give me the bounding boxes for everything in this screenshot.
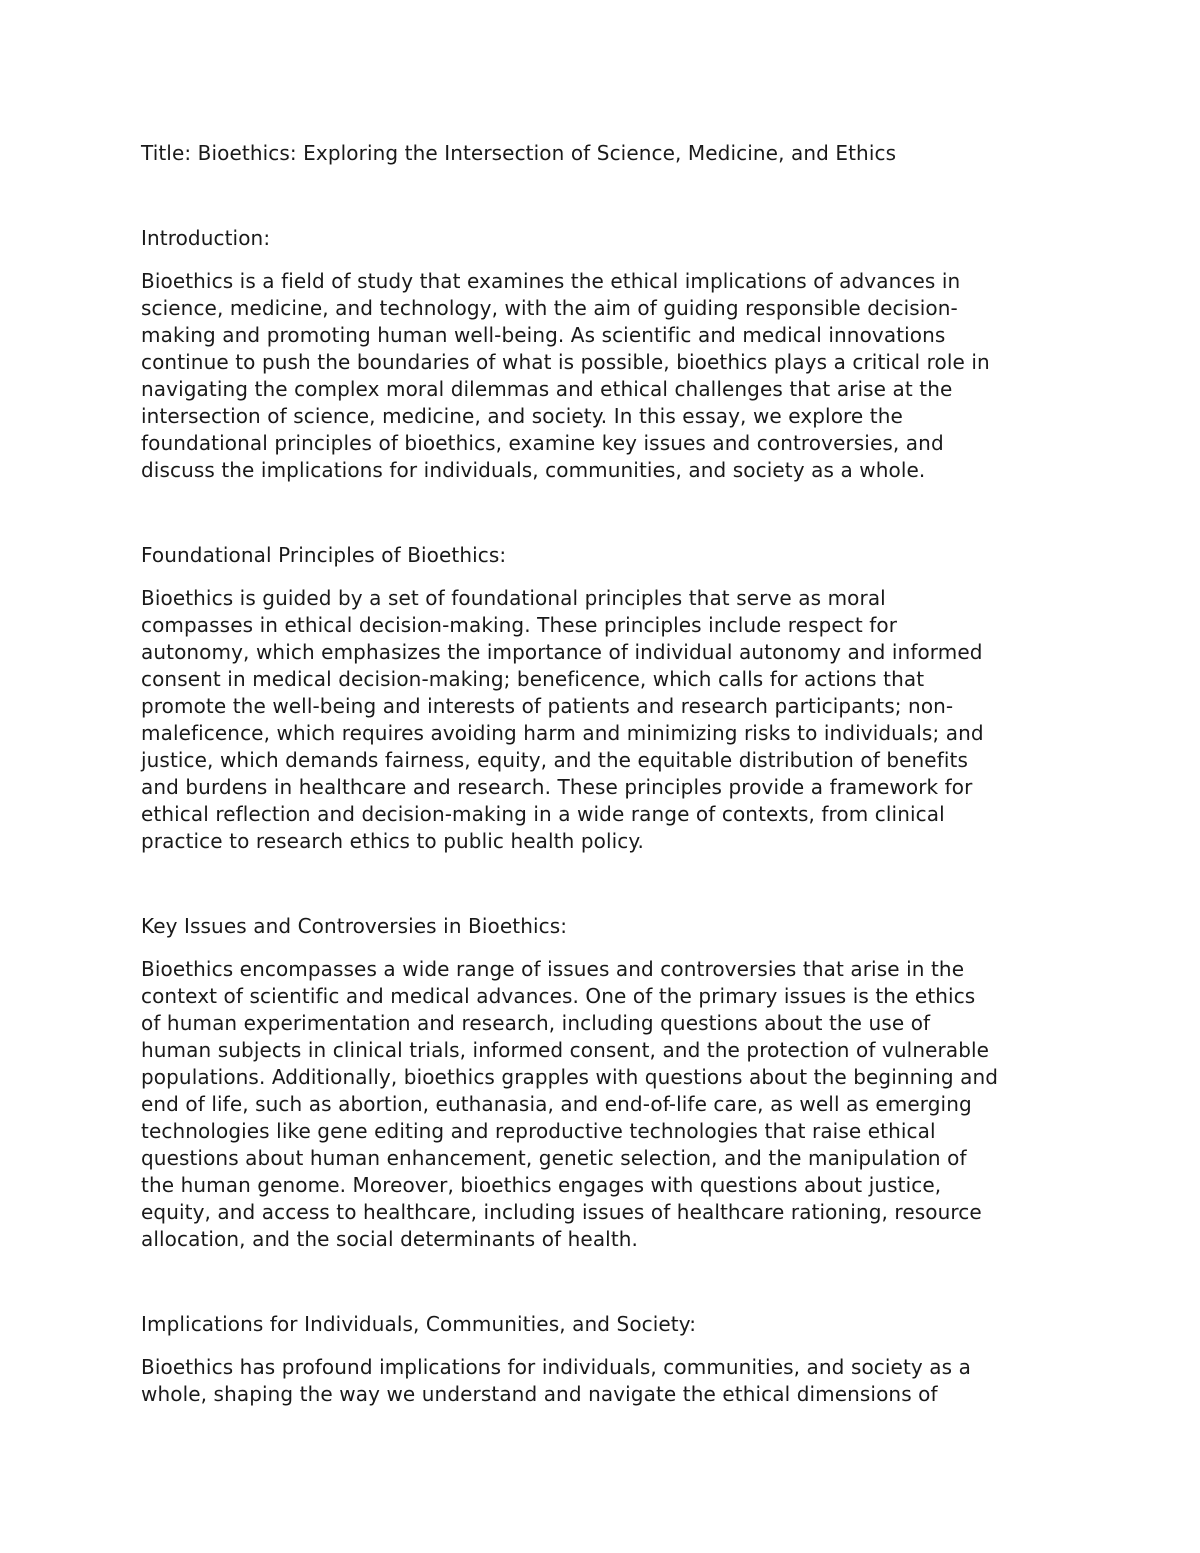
paragraph-line: promote the well-being and interests of patients and research participants; non-: [141, 694, 954, 718]
paragraph-line: justice, which demands fairness, equity, and the equitable distribution of benefits: [141, 748, 968, 772]
paragraph-line: continue to push the boundaries of what is possible, bioethics plays a critical role in: [141, 350, 990, 374]
paragraph-line: questions about human enhancement, genetic selection, and the manipulation of: [141, 1146, 967, 1170]
section-heading: Key Issues and Controversies in Bioethics:: [141, 914, 568, 938]
paragraph-line: compasses in ethical decision-making. These principles include respect for: [141, 613, 898, 637]
paragraph-line: making and promoting human well-being. As scientific and medical innovations: [141, 323, 946, 347]
paragraph-line: context of scientific and medical advances. One of the primary issues is the ethics: [141, 984, 976, 1008]
paragraph-line: allocation, and the social determinants of health.: [141, 1227, 639, 1251]
section-key-issues: [141, 913, 1071, 1253]
section-introduction: [141, 225, 1071, 484]
paragraph-line: ethical reflection and decision-making in a wide range of contexts, from clinical: [141, 802, 945, 826]
paragraph-line: Bioethics is guided by a set of foundational principles that serve as moral: [141, 586, 886, 610]
section-heading: Implications for Individuals, Communities, and Society:: [141, 1312, 697, 1336]
paragraph-line: intersection of science, medicine, and society. In this essay, we explore the: [141, 404, 903, 428]
paragraph-line: autonomy, which emphasizes the importance of individual autonomy and informed: [141, 640, 983, 664]
paragraph-line: foundational principles of bioethics, examine key issues and controversies, and: [141, 431, 944, 455]
section-paragraph: [141, 268, 1071, 484]
paragraph-line: end of life, such as abortion, euthanasia, and end-of-life care, as well as emerging: [141, 1092, 972, 1116]
section-heading: Foundational Principles of Bioethics:: [141, 543, 507, 567]
section-implications: [141, 1311, 1071, 1408]
paragraph-line: technologies like gene editing and reproductive technologies that raise ethical: [141, 1119, 936, 1143]
paragraph-line: science, medicine, and technology, with the aim of guiding responsible decision-: [141, 296, 958, 320]
paragraph-line: and burdens in healthcare and research. These principles provide a framework for: [141, 775, 973, 799]
section-paragraph: [141, 585, 1071, 855]
paragraph-line: discuss the implications for individuals, communities, and society as a whole.: [141, 458, 926, 482]
paragraph-line: the human genome. Moreover, bioethics engages with questions about justice,: [141, 1173, 942, 1197]
paragraph-line: equity, and access to healthcare, including issues of healthcare rationing, resource: [141, 1200, 982, 1224]
paragraph-line: human subjects in clinical trials, informed consent, and the protection of vulnerable: [141, 1038, 990, 1062]
paragraph-line: Bioethics is a field of study that examines the ethical implications of advances in: [141, 269, 961, 293]
document-body: [141, 140, 1071, 1466]
paragraph-line: whole, shaping the way we understand and navigate the ethical dimensions of: [141, 1382, 938, 1406]
paragraph-line: Bioethics encompasses a wide range of issues and controversies that arise in the: [141, 957, 965, 981]
section-paragraph: [141, 1354, 1071, 1408]
paragraph-line: populations. Additionally, bioethics grapples with questions about the beginning and: [141, 1065, 999, 1089]
section-paragraph: [141, 956, 1071, 1253]
section-heading: Introduction:: [141, 226, 271, 250]
paragraph-line: practice to research ethics to public health policy.: [141, 829, 644, 853]
section-foundational-principles: [141, 542, 1071, 855]
paragraph-line: maleficence, which requires avoiding harm and minimizing risks to individuals; and: [141, 721, 984, 745]
paragraph-line: navigating the complex moral dilemmas and ethical challenges that arise at the: [141, 377, 953, 401]
paragraph-line: of human experimentation and research, including questions about the use of: [141, 1011, 931, 1035]
paragraph-line: consent in medical decision-making; beneficence, which calls for actions that: [141, 667, 925, 691]
paragraph-line: Bioethics has profound implications for individuals, communities, and society as a: [141, 1355, 971, 1379]
document-title: Title: Bioethics: Exploring the Intersection of Science, Medicine, and Ethics: [141, 141, 897, 165]
